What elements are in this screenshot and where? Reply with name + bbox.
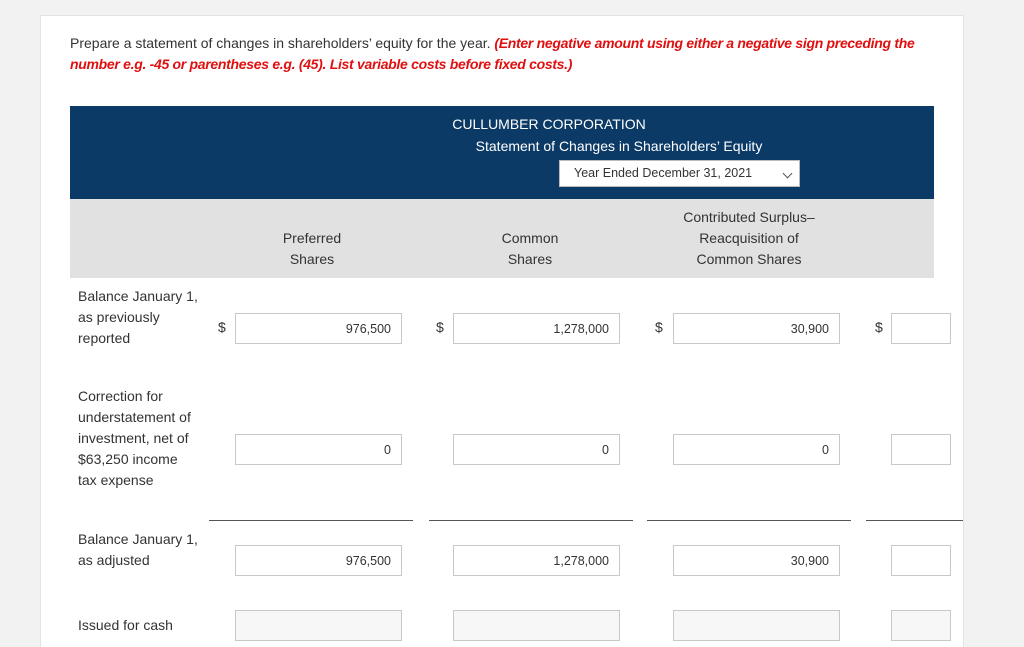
- input-common-issued-cash[interactable]: [453, 610, 620, 641]
- input-total-correction[interactable]: [891, 434, 951, 465]
- subtotal-rule: [429, 520, 633, 521]
- input-total-balance-reported[interactable]: [891, 313, 951, 344]
- dollar-sign: $: [436, 319, 444, 335]
- input-total-issued-cash[interactable]: [891, 610, 951, 641]
- column-header-preferred: Preferred Shares: [282, 230, 342, 267]
- input-preferred-correction[interactable]: [235, 434, 402, 465]
- input-preferred-balance-reported[interactable]: [235, 313, 402, 344]
- column-header-common: Common Shares: [501, 230, 559, 267]
- input-contributed-balance-adjusted[interactable]: [673, 545, 840, 576]
- row-label-issued-cash: Issued for cash: [78, 617, 173, 633]
- statement-title: Statement of Changes in Shareholders’ Equity: [475, 138, 763, 154]
- company-name: CULLUMBER CORPORATION: [452, 116, 646, 132]
- subtotal-rule: [647, 520, 851, 521]
- input-preferred-balance-adjusted[interactable]: [235, 545, 402, 576]
- period-dropdown-value: Year Ended December 31, 2021: [574, 166, 753, 180]
- subtotal-rule: [209, 520, 413, 521]
- column-header-contributed-surplus: Contributed Surplus– Reacquisition of Common Shares: [683, 209, 815, 267]
- input-common-correction[interactable]: [453, 434, 620, 465]
- dollar-sign: $: [655, 319, 663, 335]
- chevron-down-icon: [783, 169, 793, 179]
- input-total-balance-adjusted[interactable]: [891, 545, 951, 576]
- subtotal-rule: [866, 520, 964, 521]
- dollar-sign: $: [875, 319, 883, 335]
- row-label-correction: Correction for understatement of investment, net of $63,250 income tax expense: [78, 388, 191, 488]
- input-contributed-balance-reported[interactable]: [673, 313, 840, 344]
- row-label-balance-reported: Balance January 1, as previously reported: [78, 288, 198, 346]
- input-contributed-correction[interactable]: [673, 434, 840, 465]
- input-preferred-issued-cash[interactable]: [235, 610, 402, 641]
- input-contributed-issued-cash[interactable]: [673, 610, 840, 641]
- input-common-balance-reported[interactable]: [453, 313, 620, 344]
- dollar-sign: $: [218, 319, 226, 335]
- instructions: [70, 33, 940, 75]
- question-card: [40, 15, 964, 647]
- row-label-balance-adjusted: Balance January 1, as adjusted: [78, 531, 198, 568]
- instructions-text: Prepare a statement of changes in shareholders’ equity for the year.: [70, 35, 495, 51]
- input-common-balance-adjusted[interactable]: [453, 545, 620, 576]
- period-dropdown[interactable]: [559, 160, 800, 187]
- statement-header: [70, 106, 934, 199]
- instructions-hint: (Enter negative amount using either a negative sign preceding the number e.g. -45 or parentheses e.g. (45). List variable costs before fixed costs.): [70, 35, 915, 72]
